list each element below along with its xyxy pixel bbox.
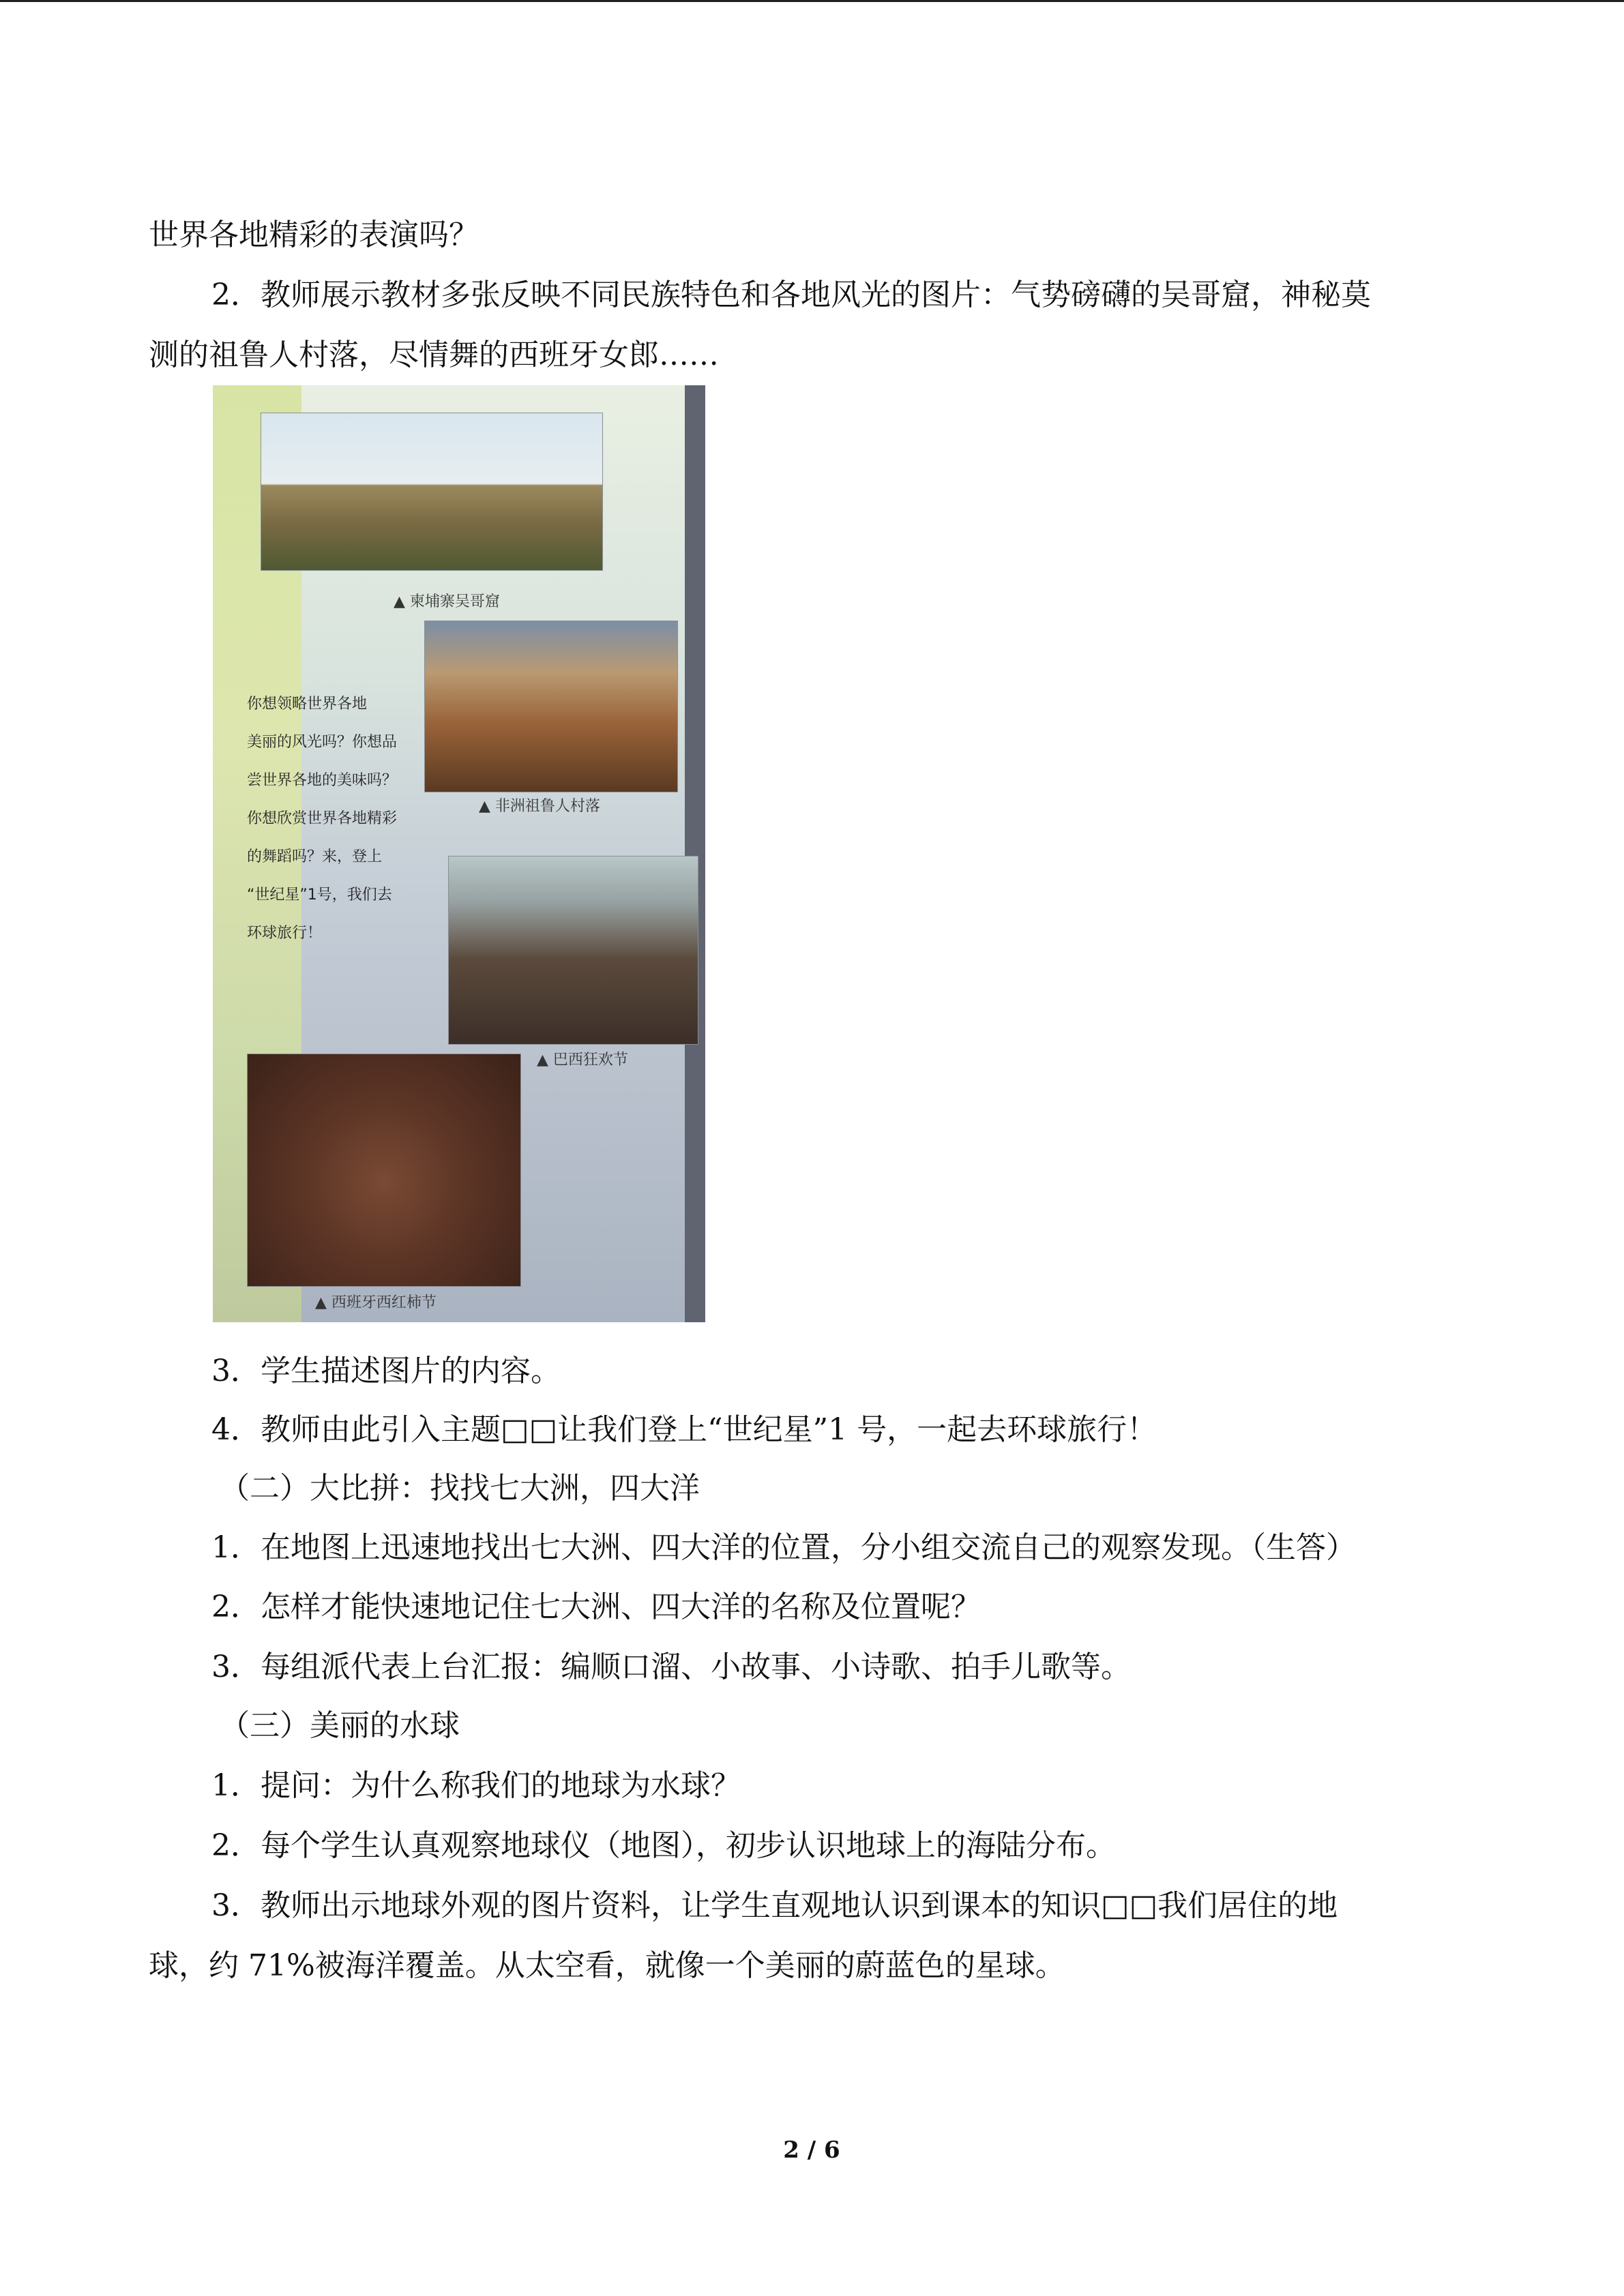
- paragraph-line: 1．在地图上迅速地找出七大洲、四大洋的位置，分小组交流自己的观察发现。（生答）: [211, 1530, 1356, 1565]
- angkor-wat-photo: [261, 413, 603, 571]
- brazil-caption: ▲ 巴西狂欢节: [537, 1052, 628, 1069]
- brazil-carnival-photo: [448, 856, 698, 1045]
- zulu-caption: ▲ 非洲祖鲁人村落: [479, 798, 600, 815]
- page-edge-shadow: [685, 385, 705, 1322]
- paragraph-line: 球，约 71%被海洋覆盖。从太空看，就像一个美丽的蔚蓝色的星球。: [149, 1948, 1065, 1983]
- bubble-line: 尝世界各地的美味吗？: [247, 772, 398, 789]
- section-heading: （三）美丽的水球: [220, 1708, 460, 1743]
- bubble-line: 你想领略世界各地: [247, 696, 368, 713]
- spain-caption: ▲ 西班牙西红柿节: [315, 1294, 437, 1311]
- paragraph-line: 3．每组派代表上台汇报：编顺口溜、小故事、小诗歌、拍手儿歌等。: [211, 1650, 1131, 1684]
- paragraph-line: 4．教师由此引入主题□□让我们登上“世纪星”1 号，一起去环球旅行！: [211, 1412, 1157, 1447]
- paragraph-line: 世界各地精彩的表演吗？: [149, 218, 479, 252]
- section-heading: （二）大比拼：找找七大洲，四大洋: [220, 1471, 700, 1506]
- textbook-photo-collage: [213, 385, 705, 1322]
- bubble-line: 的舞蹈吗？来，登上: [247, 848, 383, 865]
- paragraph-line: 3．教师出示地球外观的图片资料，让学生直观地认识到课本的知识□□我们居住的地: [211, 1888, 1338, 1923]
- zulu-village-photo: [424, 621, 678, 792]
- angkor-caption: ▲ 柬埔寨吴哥窟: [394, 593, 500, 610]
- paragraph-line: 2．怎样才能快速地记住七大洲、四大洋的名称及位置呢？: [211, 1590, 981, 1624]
- paragraph-line: 3．学生描述图片的内容。: [211, 1354, 561, 1388]
- bubble-line: 你想欣赏世界各地精彩: [247, 810, 398, 827]
- paragraph-line: 2．教师展示教材多张反映不同民族特色和各地风光的图片：气势磅礴的吴哥窟，神秘莫: [211, 278, 1371, 312]
- bubble-line: “世纪星”1号，我们去: [247, 886, 392, 904]
- paragraph-line: 1．提问：为什么称我们的地球为水球？: [211, 1768, 741, 1803]
- page-number: 2 / 6: [783, 2136, 840, 2164]
- bubble-line: 美丽的风光吗？你想品: [247, 734, 398, 751]
- paragraph-line: 2．每个学生认真观察地球仪（地图），初步认识地球上的海陆分布。: [211, 1828, 1116, 1863]
- bubble-line: 环球旅行！: [247, 925, 323, 942]
- speech-bubble-text: [247, 685, 431, 953]
- paragraph-line: 测的祖鲁人村落，尽情舞的西班牙女郎……: [149, 338, 719, 372]
- tomato-festival-photo: [247, 1054, 521, 1287]
